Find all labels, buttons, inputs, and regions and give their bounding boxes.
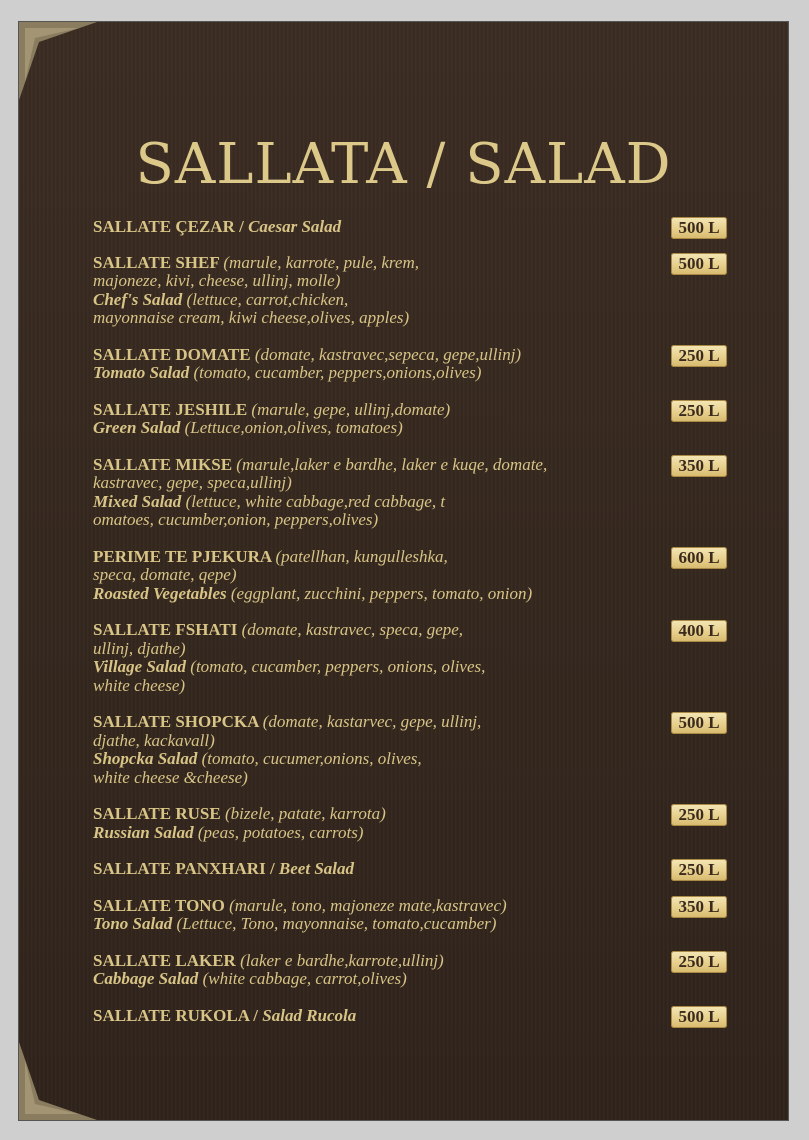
dish-name: SALLATE ÇEZAR / (93, 217, 249, 236)
menu-item-line (93, 566, 637, 585)
menu-item-line (93, 456, 637, 475)
menu-item-line (93, 970, 637, 989)
dish-english-name: Cabbage Salad (93, 969, 203, 988)
menu-item-line (93, 401, 637, 420)
dish-english-name: Chef's Salad (93, 289, 187, 309)
price-badge: 500 L (671, 217, 727, 239)
dish-ingredients: (Lettuce,onion,olives, tomatoes) (184, 418, 403, 437)
menu-item-line (93, 364, 637, 383)
price-badge: 500 L (671, 253, 727, 275)
dish-ingredients: majoneze, kivi, cheese, ullinj, molle) (93, 271, 341, 290)
dish-english-name: Shopcka Salad (93, 749, 202, 768)
menu-item-line (93, 511, 637, 530)
dish-ingredients: (tomato, cucamber, peppers, onions, olives, (190, 657, 486, 676)
price-badge: 500 L (671, 1006, 727, 1028)
dish-ingredients: ullinj, djathe) (93, 638, 186, 658)
dish-name: SALLATE FSHATI (93, 620, 242, 639)
dish-ingredients: (eggplant, zucchini, peppers, tomato, onion) (230, 583, 533, 603)
dish-ingredients: (tomato, cucamber, peppers,onions,olives) (193, 363, 482, 382)
dish-name: SALLATE SHEF (93, 252, 224, 272)
menu-item (93, 897, 727, 934)
dish-ingredients: kastravec, gepe, speca,ullinj) (93, 473, 292, 492)
dish-english-name: Salad Rucola (262, 1005, 357, 1025)
price-badge: 350 L (671, 455, 727, 477)
dish-english-name: Roasted Vegetables (93, 583, 231, 603)
dish-name: SALLATE PANXHARI / (93, 859, 279, 878)
menu-item-line (93, 750, 637, 769)
menu-item-line (93, 732, 637, 751)
menu-item-line (93, 474, 637, 493)
menu-item-line (93, 658, 637, 677)
menu-item (93, 1007, 727, 1026)
dish-ingredients: (marule, karrote, pule, krem, (223, 252, 419, 272)
menu-item-line (93, 805, 637, 824)
dish-ingredients: (marule, tono, majoneze mate,kastravec) (229, 895, 507, 915)
dish-english-name: Tono Salad (93, 914, 177, 933)
price-badge: 400 L (671, 620, 727, 642)
dish-english-name: Village Salad (93, 657, 191, 676)
dish-ingredients: (marule, gepe, ullinj,domate) (251, 399, 451, 419)
menu-item-line (93, 493, 637, 512)
menu-item-line (93, 309, 637, 328)
price-badge: 250 L (671, 345, 727, 367)
dish-ingredients: (marule,laker e bardhe, laker e kuqe, domate, (236, 454, 548, 474)
menu-item-line (93, 291, 637, 310)
price-badge: 250 L (671, 804, 727, 826)
price-badge: 250 L (671, 951, 727, 973)
menu-item (93, 548, 727, 604)
dish-ingredients: (tomato, cucumer,onions, olives, (201, 749, 422, 768)
menu-item (93, 218, 727, 237)
menu-item (93, 401, 727, 438)
menu-item (93, 805, 727, 842)
corner-ornament-bottom-left (19, 1042, 97, 1120)
dish-name: SALLATE SHOPCKA (93, 712, 263, 731)
menu-item-line (93, 677, 637, 696)
menu-item-line (93, 640, 637, 659)
dish-ingredients: white cheese) (93, 675, 186, 695)
menu-item-line (93, 218, 637, 237)
menu-item-line (93, 824, 637, 843)
menu-item-line (93, 952, 637, 971)
dish-ingredients: (white cabbage, carrot,olives) (202, 969, 407, 988)
price-badge: 250 L (671, 859, 727, 881)
menu-item-line (93, 897, 637, 916)
menu-item-line (93, 915, 637, 934)
dish-ingredients: (Lettuce, Tono, mayonnaise, tomato,cucamber) (176, 914, 497, 933)
dish-ingredients: (laker e bardhe,karrote,ullinj) (240, 950, 444, 970)
dish-ingredients: (domate, kastravec,sepeca, gepe,ullinj) (254, 344, 522, 364)
dish-name: SALLATE DOMATE (93, 344, 255, 364)
menu-item (93, 621, 727, 695)
dish-ingredients: (lettuce, carrot,chicken, (186, 289, 349, 309)
price-badge: 250 L (671, 400, 727, 422)
dish-ingredients: white cheese &cheese) (93, 767, 248, 787)
dish-ingredients: djathe, kackavall) (93, 730, 215, 750)
menu-item (93, 713, 727, 787)
dish-name: SALLATE MIKSE (93, 454, 237, 474)
dish-english-name: Beet Salad (278, 859, 355, 878)
menu-item-line (93, 585, 637, 604)
dish-ingredients: speca, domate, qepe) (93, 565, 237, 584)
dish-ingredients: omatoes, cucumber,onion, peppers,olives) (93, 510, 379, 529)
menu-page (19, 22, 788, 1120)
dish-name: SALLATE LAKER (93, 950, 241, 970)
dish-ingredients: (bizele, patate, karrota) (224, 804, 386, 823)
dish-english-name: Green Salad (93, 418, 185, 437)
menu-item (93, 456, 727, 530)
menu-item-line (93, 621, 637, 640)
menu-item-line (93, 1007, 637, 1026)
dish-ingredients: (domate, kastarvec, gepe, ullinj, (262, 712, 482, 731)
dish-name: SALLATE TONO (93, 895, 230, 915)
menu-item (93, 860, 727, 879)
dish-ingredients: (patellhan, kungulleshka, (275, 546, 448, 566)
dish-ingredients: mayonnaise cream, kiwi cheese,olives, apples) (93, 308, 410, 327)
page-title: SALLATA / SALAD (135, 132, 672, 197)
dish-ingredients: (peas, potatoes, carrots) (197, 822, 364, 842)
price-badge: 350 L (671, 896, 727, 918)
dish-name: SALLATE JESHILE (93, 399, 252, 419)
menu-item-line (93, 346, 637, 365)
dish-english-name: Mixed Salad (93, 491, 186, 511)
menu-item-line (93, 419, 637, 438)
price-badge: 600 L (671, 547, 727, 569)
dish-english-name: Tomato Salad (93, 363, 194, 382)
dish-english-name: Russian Salad (93, 822, 198, 842)
menu-item (93, 346, 727, 383)
menu-item (93, 952, 727, 989)
menu-item-line (93, 713, 637, 732)
menu-item-line (93, 548, 637, 567)
dish-name: PERIME TE PJEKURA (93, 546, 276, 566)
menu-item (93, 254, 727, 328)
menu-item-line (93, 769, 637, 788)
menu-item-line (93, 860, 637, 879)
corner-ornament-top-left (19, 22, 97, 100)
dish-ingredients: (lettuce, white cabbage,red cabbage, t (185, 491, 446, 511)
salad-menu-list (93, 218, 727, 1025)
dish-name: SALLATE RUSE (93, 804, 225, 823)
dish-english-name: Caesar Salad (248, 217, 342, 236)
dish-name: SALLATE RUKOLA / (93, 1005, 263, 1025)
menu-item-line (93, 254, 637, 273)
menu-item-line (93, 272, 637, 291)
dish-ingredients: (domate, kastravec, speca, gepe, (241, 620, 464, 639)
price-badge: 500 L (671, 712, 727, 734)
